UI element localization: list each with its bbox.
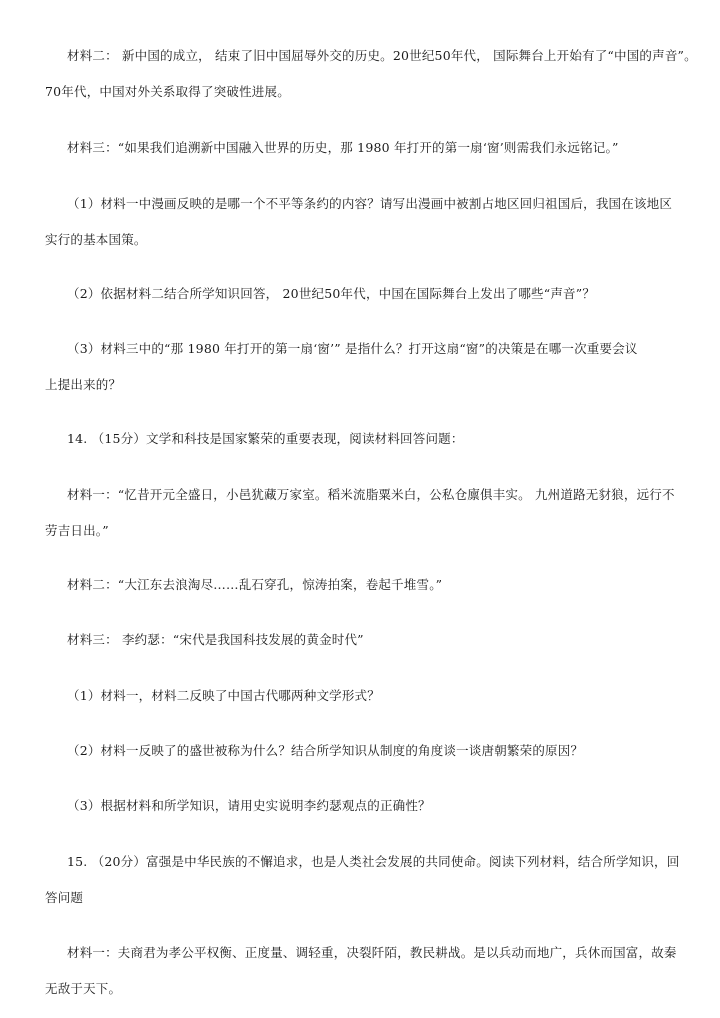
question-14-title: 14. （15分）文学和科技是国家繁荣的重要表现，阅读材料回答问题： bbox=[67, 431, 464, 446]
q14-material-3: 材料三： 李约瑟：“宋代是我国科技发展的黄金时代” bbox=[67, 632, 364, 647]
q14-sub-2: （2）材料一反映了的盛世被称为什么？结合所学知识从制度的角度谈一谈唐朝繁荣的原因？ bbox=[67, 743, 584, 758]
question-1-line-1: （1）材料一中漫画反映的是哪一个不平等条约的内容？请写出漫画中被割占地区回归祖国后，我国在该地区 bbox=[67, 196, 673, 211]
question-15-title-line-2: 答问题 bbox=[45, 890, 84, 905]
q14-material-1-line-2: 劳吉日出。” bbox=[45, 523, 109, 538]
q15-material-1-line-2: 无敌于天下。 bbox=[45, 981, 122, 996]
q14-material-2: 材料二：“大江东去浪淘尽……乱石穿孔，惊涛拍案，卷起千堆雪。” bbox=[67, 577, 443, 592]
question-1-line-2: 实行的基本国策。 bbox=[45, 232, 147, 247]
question-3-line-1: （3）材料三中的“那 1980 年打开的第一扇‘窗’” 是指什么？打开这扇“窗”的决策是在哪一次重要会议 bbox=[67, 341, 638, 356]
question-2-line-1: （2）依据材料二结合所学知识回答， 20世纪50年代，中国在国际舞台上发出了哪些“声音”？ bbox=[67, 286, 596, 301]
material-2-line-1: 材料二： 新中国的成立， 结束了旧中国屈辱外交的历史。20世纪50年代， 国际舞台上开始有了“中国的声音”。 bbox=[67, 48, 697, 63]
material-2-line-2: 70年代，中国对外关系取得了突破性进展。 bbox=[45, 84, 290, 99]
q15-material-1-line-1: 材料一：夫商君为孝公平权衡、正度量、调轻重，决裂阡陌，教民耕战。是以兵动而地广，兵休而国富，故秦 bbox=[67, 945, 677, 960]
question-3-line-2: 上提出来的？ bbox=[45, 377, 122, 392]
q14-sub-1: （1）材料一，材料二反映了中国古代哪两种文学形式？ bbox=[67, 688, 380, 703]
question-15-title-line-1: 15. （20分）富强是中华民族的不懈追求，也是人类社会发展的共同使命。阅读下列材料，结合所学知识，回 bbox=[67, 854, 680, 869]
material-3-line-1: 材料三：“如果我们追溯新中国融入世界的历史，那 1980 年打开的第一扇‘窗’则需我们永远铭记。” bbox=[67, 140, 619, 155]
q14-sub-3: （3）根据材料和所学知识，请用史实说明李约瑟观点的正确性？ bbox=[67, 798, 431, 813]
q14-material-1-line-1: 材料一：“忆昔开元全盛日，小邑犹藏万家室。稻米流脂粟米白，公私仓廪俱丰实。 九州道路无豺狼，远行不 bbox=[67, 487, 675, 502]
